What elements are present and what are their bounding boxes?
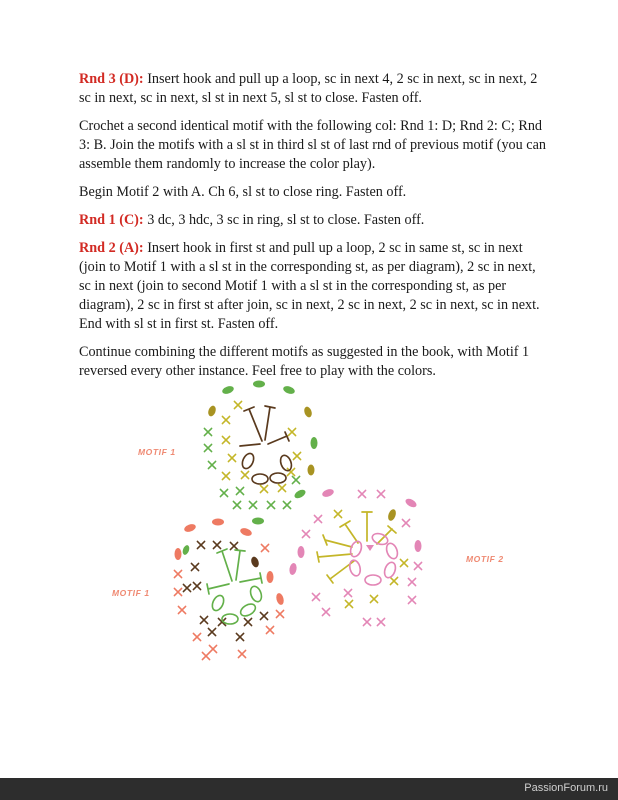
rnd2-body: Insert hook in first st and pull up a loop, 2 sc in same st, sc in next (join to Motif 1 with a sl st in the corresponding st, as per diagram), 2 sc in next, sc in next (join to second Motif 1 with a sl st in the corresponding st, as per diagram), 2 sc in first st after join, sc in next, 2 sc in next, 2 sc in next, sc in next. End with sl st in first st. Fasten off. — [79, 240, 540, 332]
paragraph-begin-motif2: Begin Motif 2 with A. Ch 6, sl st to close ring. Fasten off. — [79, 184, 407, 200]
paragraph-continue: Continue combining the different motifs as suggested in the book, with Motif 1 reversed every other instance. Feel free to play with the colors. — [79, 344, 530, 379]
rnd1-body: 3 dc, 3 hdc, 3 sc in ring, sl st to close. Fasten off. — [143, 212, 425, 228]
motif1-top — [204, 381, 317, 525]
watermark-text: PassionForum.ru — [524, 782, 608, 794]
motif1-top-label: MOTIF 1 — [138, 447, 176, 457]
rnd3-body: Insert hook and pull up a loop, sc in next 4, 2 sc in next, sc in next, 2 sc in next, sc in next, sl st in next 5, sl st to close. Fasten off. — [79, 71, 538, 106]
motif1-bottom-label: MOTIF 1 — [112, 588, 150, 598]
rnd1-heading: Rnd 1 (C): — [79, 212, 144, 228]
paragraph-second-motif: Crochet a second identical motif with the following col: Rnd 1: D; Rnd 2: C; Rnd 3: B. Join the motifs with a sl st in third sl st of last rnd of previous motif (you can assemble them randomly to increase the color play). — [79, 118, 546, 172]
rnd2-heading: Rnd 2 (A): — [79, 240, 144, 256]
watermark-bar — [0, 778, 618, 800]
motif2-label: MOTIF 2 — [466, 554, 504, 564]
motif2 — [289, 488, 422, 626]
rnd3-heading: Rnd 3 (D): — [79, 71, 144, 87]
motif1-bottom — [174, 519, 285, 660]
